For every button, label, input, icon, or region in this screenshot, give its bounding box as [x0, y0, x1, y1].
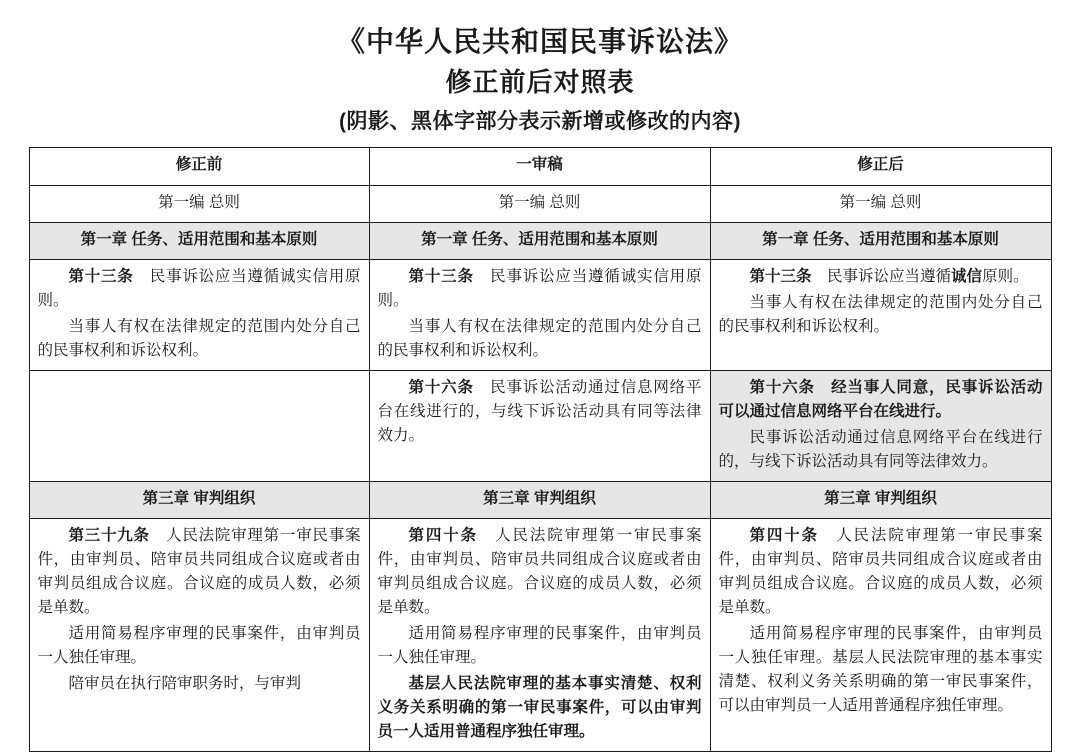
paragraph: 当事人有权在法律规定的范围内处分自己的民事权利和诉讼权利。	[377, 317, 702, 359]
article-number: 第十三条	[749, 267, 812, 285]
table-row-article-13	[29, 259, 1051, 370]
chapter3-header-before: 第三章 审判组织	[29, 481, 369, 518]
section-header-draft: 第一编 总则	[369, 185, 710, 222]
paragraph	[719, 524, 1043, 620]
paragraph	[719, 265, 1043, 289]
comparison-table	[29, 147, 1052, 751]
article-number: 第四十条	[408, 526, 478, 544]
paragraph: 当事人有权在法律规定的范围内处分自己的民事权利和诉讼权利。	[37, 317, 361, 359]
chapter-header-before: 第一章 任务、适用范围和基本原则	[29, 222, 369, 259]
article-text: 人民法院审理第一审民事案件，由审判员、陪审员共同组成合议庭或者由审判员组成合议庭。合议庭的成员人数，必须是单数。	[377, 526, 702, 616]
section-header-after: 第一编 总则	[710, 185, 1051, 222]
article-number: 第四十条	[749, 526, 819, 544]
article-text: 民事诉讼应当遵循诚实信用原则。	[377, 267, 702, 309]
article-text-modified: 经当事人同意，民事诉讼活动可以通过信息网络平台在线进行。	[718, 378, 1043, 420]
column-header-before: 修正前	[29, 148, 369, 185]
article-text-b: 原则。	[982, 267, 1029, 285]
article-text-modified: 诚信	[951, 267, 983, 285]
article-number: 第十六条	[749, 378, 815, 396]
table-row-chapter1	[29, 222, 1051, 259]
document-title-line2: 修正前后对照表	[445, 66, 635, 97]
paragraph	[719, 376, 1043, 424]
table-row-section-header	[29, 185, 1051, 222]
chapter3-header-after: 第三章 审判组织	[710, 481, 1051, 518]
paragraph: 陪审员在执行陪审职务时，与审判	[68, 674, 302, 692]
article-text-a: 民事诉讼应当遵循	[827, 267, 952, 285]
cell-before-article-16-empty	[29, 370, 369, 481]
paragraph: 民事诉讼活动通过信息网络平台在线进行的，与线下诉讼活动具有同等法律效力。	[718, 428, 1043, 470]
cell-after-article-16	[710, 370, 1051, 481]
article-number: 第十六条	[408, 378, 474, 396]
chapter3-header-draft: 第三章 审判组织	[369, 481, 710, 518]
paragraph: 适用简易程序审理的民事案件，由审判员一人独任审理。	[377, 624, 702, 666]
document-subtitle: (阴影、黑体字部分表示新增或修改的内容)	[339, 109, 741, 133]
article-text: 民事诉讼活动通过信息网络平台在线进行的，与线下诉讼活动具有同等法律效力。	[377, 378, 702, 444]
paragraph	[378, 376, 702, 448]
article-number: 第十三条	[408, 267, 474, 285]
table-row-article-16	[29, 370, 1051, 481]
paragraph	[38, 265, 361, 313]
chapter-header-after: 第一章 任务、适用范围和基本原则	[710, 222, 1051, 259]
cell-after-article-40	[710, 518, 1051, 751]
cell-before-article-13	[29, 259, 369, 370]
paragraph	[378, 524, 702, 620]
paragraph	[38, 524, 361, 620]
table-row-article-39-40	[29, 518, 1051, 751]
cell-after-article-13	[710, 259, 1051, 370]
column-header-after: 修正后	[710, 148, 1051, 185]
paragraph: 适用简易程序审理的民事案件，由审判员一人独任审理。基层人民法院审理的基本事实清楚、权利义务关系明确的第一审民事案件，可以由审判员一人适用普通程序独任审理。	[718, 624, 1043, 714]
document-title-line1: 《中华人民共和国民事诉讼法》	[336, 26, 743, 57]
cell-draft-article-13	[369, 259, 710, 370]
paragraph-modified: 基层人民法院审理的基本事实清楚、权利义务关系明确的第一审民事案件，可以由审判员一人适用普通程序独任审理。	[377, 674, 702, 740]
table-row-chapter3	[29, 481, 1051, 518]
title-block	[0, 0, 1080, 141]
cell-before-article-39	[29, 518, 369, 751]
article-text: 人民法院审理第一审民事案件，由审判员、陪审员共同组成合议庭或者由审判员组成合议庭。合议庭的成员人数，必须是单数。	[37, 526, 361, 616]
section-header-before: 第一编 总则	[29, 185, 369, 222]
chapter-header-draft: 第一章 任务、适用范围和基本原则	[369, 222, 710, 259]
article-text: 民事诉讼应当遵循诚实信用原则。	[37, 267, 361, 309]
article-number: 第三十九条	[68, 526, 150, 544]
cell-draft-article-16	[369, 370, 710, 481]
article-number: 第十三条	[68, 267, 134, 285]
paragraph: 适用简易程序审理的民事案件，由审判员一人独任审理。	[37, 624, 361, 666]
table-row-column-headers	[29, 148, 1051, 185]
paragraph	[378, 265, 702, 313]
paragraph: 当事人有权在法律规定的范围内处分自己的民事权利和诉讼权利。	[718, 293, 1043, 335]
cell-draft-article-40	[369, 518, 710, 751]
column-header-draft: 一审稿	[369, 148, 710, 185]
article-text: 人民法院审理第一审民事案件，由审判员、陪审员共同组成合议庭或者由审判员组成合议庭。合议庭的成员人数，必须是单数。	[718, 526, 1043, 616]
